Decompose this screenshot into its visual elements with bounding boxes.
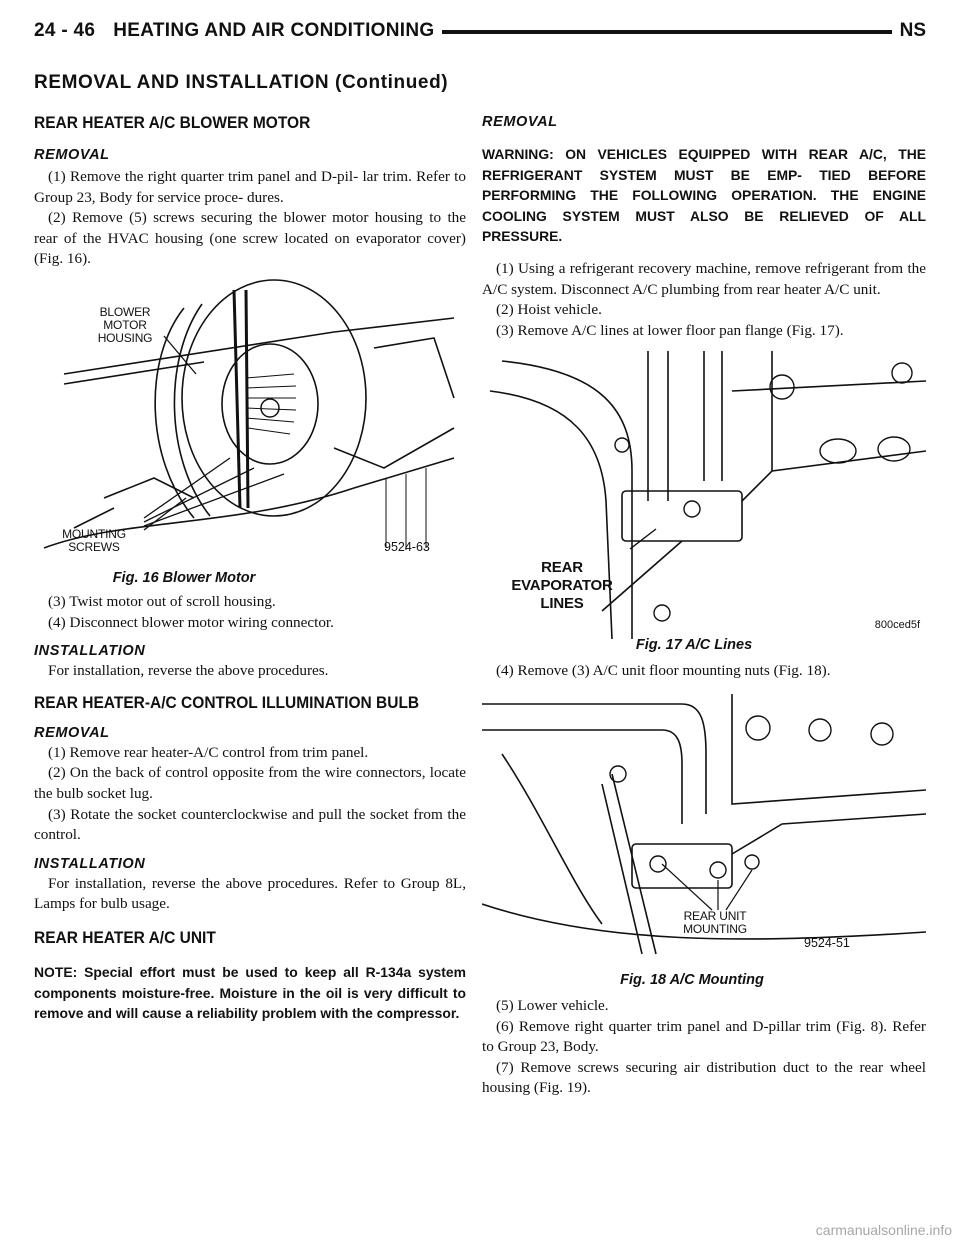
figure-code: 9524-63 bbox=[384, 539, 430, 554]
figure-17-ac-lines bbox=[482, 351, 926, 639]
bulb-removal-heading: REMOVAL bbox=[34, 724, 110, 741]
unit-removal-heading: REMOVAL bbox=[482, 114, 558, 130]
label-blower-motor-housing: BLOWER MOTOR HOUSING bbox=[97, 304, 153, 345]
blower-step-3: (3) Twist motor out of scroll housing. bbox=[48, 592, 276, 610]
page-number: 24 - 46 bbox=[34, 20, 96, 41]
chapter-title: HEATING AND AIR CONDITIONING bbox=[113, 20, 435, 41]
unit-step-7: (7) Remove screws securing air distribution duct to the rear wheel housing (Fig. 19). bbox=[482, 1058, 926, 1097]
unit-step-5: (5) Lower vehicle. bbox=[496, 996, 609, 1014]
bulb-installation-text: For installation, reverse the above procedures. Refer to Group 8L, Lamps for bulb usage. bbox=[34, 874, 466, 913]
unit-step-4: (4) Remove (3) A/C unit floor mounting nuts (Fig. 18). bbox=[496, 662, 831, 680]
blower-step-4: (4) Disconnect blower motor wiring connector. bbox=[48, 613, 334, 631]
bulb-installation-heading: INSTALLATION bbox=[34, 855, 146, 872]
blower-step-2: (2) Remove (5) screws securing the blower motor housing to the rear of the HVAC housing (one screw located on evaporator cover) (Fig. 16). bbox=[34, 209, 466, 268]
bulb-step-2: (2) On the back of control opposite from the wire connectors, locate the bulb socket lug. bbox=[34, 764, 466, 802]
figure-18-caption: Fig. 18 A/C Mounting bbox=[620, 971, 764, 988]
unit-step-3: (3) Remove A/C lines at lower floor pan flange (Fig. 17). bbox=[496, 321, 844, 339]
bulb-title: REAR HEATER-A/C CONTROL ILLUMINATION BULB bbox=[34, 693, 420, 712]
unit-step-1: (1) Using a refrigerant recovery machine, remove refrigerant from the A/C system. Disconnect A/C plumbing from rear heater A/C unit. bbox=[482, 259, 926, 298]
figure-18-code: 9524-51 bbox=[804, 935, 850, 950]
ac-unit-note: NOTE: Special effort must be used to keep all R-134a system components moisture-free. Moisture in the oil is very difficult to remove and will cause a reliability problem with the compressor. bbox=[34, 963, 466, 1022]
bulb-step-3: (3) Rotate the socket counterclockwise and pull the socket from the control. bbox=[34, 805, 466, 844]
model-code: NS bbox=[892, 20, 926, 42]
watermark: carmanualsonline.info bbox=[815, 1222, 952, 1238]
label-mounting-screws: MOUNTING SCREWS bbox=[62, 526, 126, 554]
ac-unit-title: REAR HEATER A/C UNIT bbox=[34, 928, 216, 947]
blower-motor-title: REAR HEATER A/C BLOWER MOTOR bbox=[34, 114, 311, 132]
unit-step-2: (2) Hoist vehicle. bbox=[496, 301, 602, 319]
unit-step-6: (6) Remove right quarter trim panel and D-pillar trim (Fig. 8). Refer to Group 23, Body. bbox=[482, 1017, 926, 1056]
warning-text: WARNING: ON VEHICLES EQUIPPED WITH REAR A/C, THE REFRIGERANT SYSTEM MUST BE EMP- TIED BEFORE PERFORMING THE FOLLOWING OPERATION. THE ENGINE COOLING SYSTEM MUST ALSO BE RELIEVED OF ALL PRESSURE. bbox=[482, 146, 926, 245]
figure-18-ac-mounting bbox=[482, 694, 926, 970]
figure-16-blower-motor bbox=[34, 278, 466, 570]
right-column bbox=[482, 108, 926, 1099]
blower-installation-heading: INSTALLATION bbox=[34, 643, 146, 660]
section-continued-title: REMOVAL AND INSTALLATION (Continued) bbox=[34, 72, 449, 93]
label-rear-evaporator-lines: REAR EVAPORATOR LINES bbox=[511, 559, 613, 613]
figure-17-caption: Fig. 17 A/C Lines bbox=[635, 637, 753, 654]
left-column bbox=[34, 108, 466, 1024]
page-header bbox=[34, 14, 926, 54]
blower-installation-text: For installation, reverse the above procedures. bbox=[48, 662, 329, 680]
bulb-step-1: (1) Remove rear heater-A/C control from trim panel. bbox=[48, 743, 369, 761]
blower-step-1: (1) Remove the right quarter trim panel and D-pil- lar trim. Refer to Group 23, Body for service proce- dures. bbox=[34, 168, 466, 206]
blower-removal-heading: REMOVAL bbox=[34, 147, 110, 163]
figure-16-caption: Fig. 16 Blower Motor bbox=[112, 569, 256, 586]
figure-17-code: 800ced5f bbox=[874, 619, 920, 632]
label-rear-unit-mounting: REAR UNIT MOUNTING bbox=[683, 908, 747, 936]
